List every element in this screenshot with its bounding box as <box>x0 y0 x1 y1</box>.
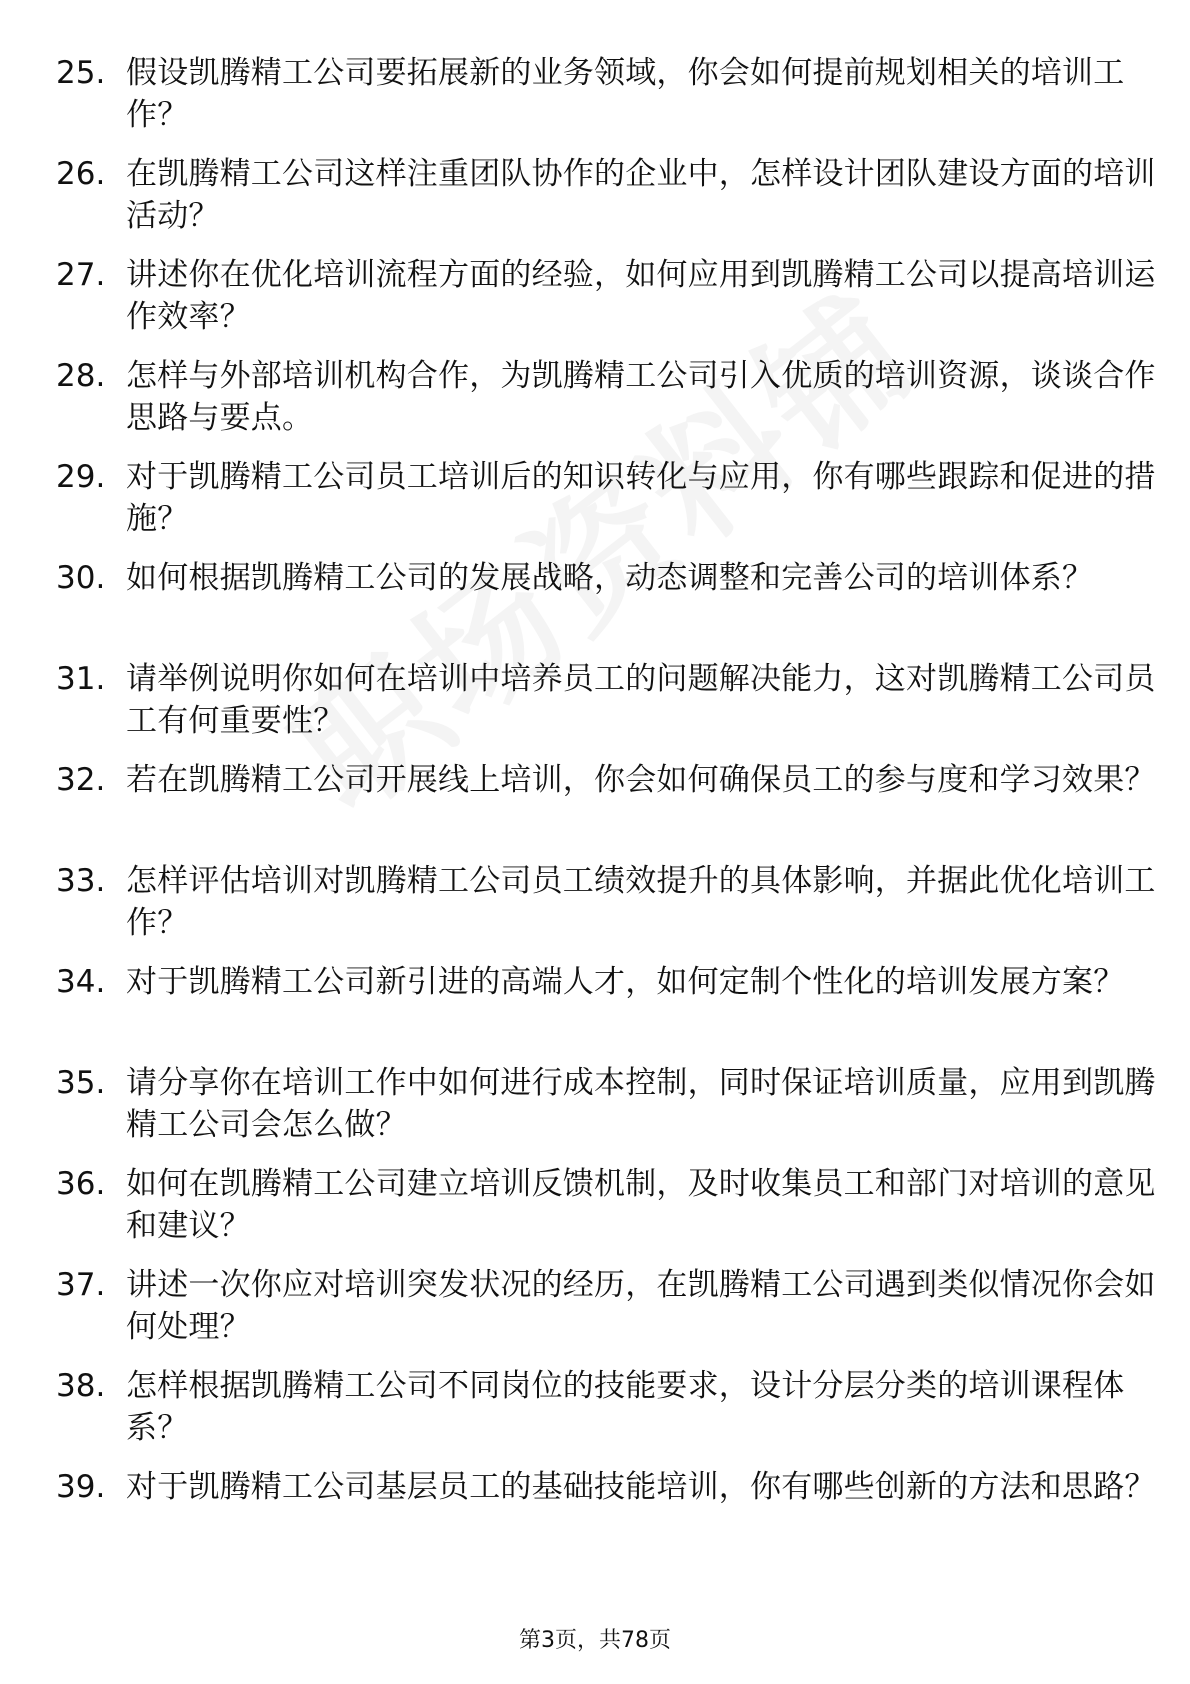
question-text: 对于凯腾精工公司新引进的高端人才，如何定制个性化的培训发展方案？ <box>126 964 1125 1000</box>
list-item <box>56 456 1156 557</box>
question-number: 38. <box>56 1368 106 1404</box>
question-number: 26. <box>56 156 106 192</box>
list-item <box>56 1466 1156 1567</box>
page-number: 第3页，共78页 <box>519 1628 671 1653</box>
list-item <box>56 153 1156 254</box>
question-text: 如何在凯腾精工公司建立培训反馈机制，及时收集员工和部门对培训的意见和建议？ <box>126 1166 1156 1244</box>
question-number: 25. <box>56 55 106 91</box>
list-item <box>56 759 1156 860</box>
question-text: 如何根据凯腾精工公司的发展战略，动态调整和完善公司的培训体系？ <box>126 560 1094 596</box>
list-item <box>56 961 1125 1062</box>
question-number: 28. <box>56 358 106 394</box>
question-text: 对于凯腾精工公司基层员工的基础技能培训，你有哪些创新的方法和思路？ <box>126 1469 1156 1505</box>
question-text: 怎样与外部培训机构合作，为凯腾精工公司引入优质的培训资源，谈谈合作思路与要点。 <box>126 358 1156 436</box>
question-text: 请举例说明你如何在培训中培养员工的问题解决能力，这对凯腾精工公司员工有何重要性？ <box>126 661 1156 739</box>
list-item <box>56 860 1156 961</box>
question-number: 31. <box>56 661 106 697</box>
list-item <box>56 557 1116 658</box>
question-number: 39. <box>56 1469 106 1505</box>
question-text: 讲述你在优化培训流程方面的经验，如何应用到凯腾精工公司以提高培训运作效率？ <box>126 257 1156 335</box>
question-text: 怎样评估培训对凯腾精工公司员工绩效提升的具体影响，并据此优化培训工作？ <box>126 863 1156 941</box>
list-item <box>56 254 1156 355</box>
list-item <box>56 1264 1156 1365</box>
question-text: 请分享你在培训工作中如何进行成本控制，同时保证培训质量，应用到凯腾精工公司会怎么做？ <box>126 1065 1156 1143</box>
question-text: 在凯腾精工公司这样注重团队协作的企业中，怎样设计团队建设方面的培训活动？ <box>126 156 1156 234</box>
question-list <box>56 52 1156 1567</box>
question-number: 32. <box>56 762 106 798</box>
list-item <box>56 52 1125 153</box>
list-item <box>56 1062 1156 1163</box>
question-number: 27. <box>56 257 106 293</box>
question-text: 讲述一次你应对培训突发状况的经历，在凯腾精工公司遇到类似情况你会如何处理？ <box>126 1267 1156 1345</box>
question-number: 33. <box>56 863 106 899</box>
question-number: 35. <box>56 1065 106 1101</box>
question-number: 30. <box>56 560 106 596</box>
question-number: 29. <box>56 459 106 495</box>
list-item <box>56 1365 1125 1466</box>
list-item <box>56 1163 1156 1264</box>
question-number: 36. <box>56 1166 106 1202</box>
list-item <box>56 355 1156 456</box>
list-item <box>56 658 1156 759</box>
question-text: 对于凯腾精工公司员工培训后的知识转化与应用，你有哪些跟踪和促进的措施？ <box>126 459 1156 537</box>
question-number: 34. <box>56 964 106 1000</box>
question-text: 若在凯腾精工公司开展线上培训，你会如何确保员工的参与度和学习效果？ <box>126 762 1156 798</box>
question-number: 37. <box>56 1267 106 1303</box>
question-text: 怎样根据凯腾精工公司不同岗位的技能要求，设计分层分类的培训课程体系？ <box>126 1368 1125 1446</box>
question-text: 假设凯腾精工公司要拓展新的业务领域，你会如何提前规划相关的培训工作？ <box>126 55 1125 133</box>
